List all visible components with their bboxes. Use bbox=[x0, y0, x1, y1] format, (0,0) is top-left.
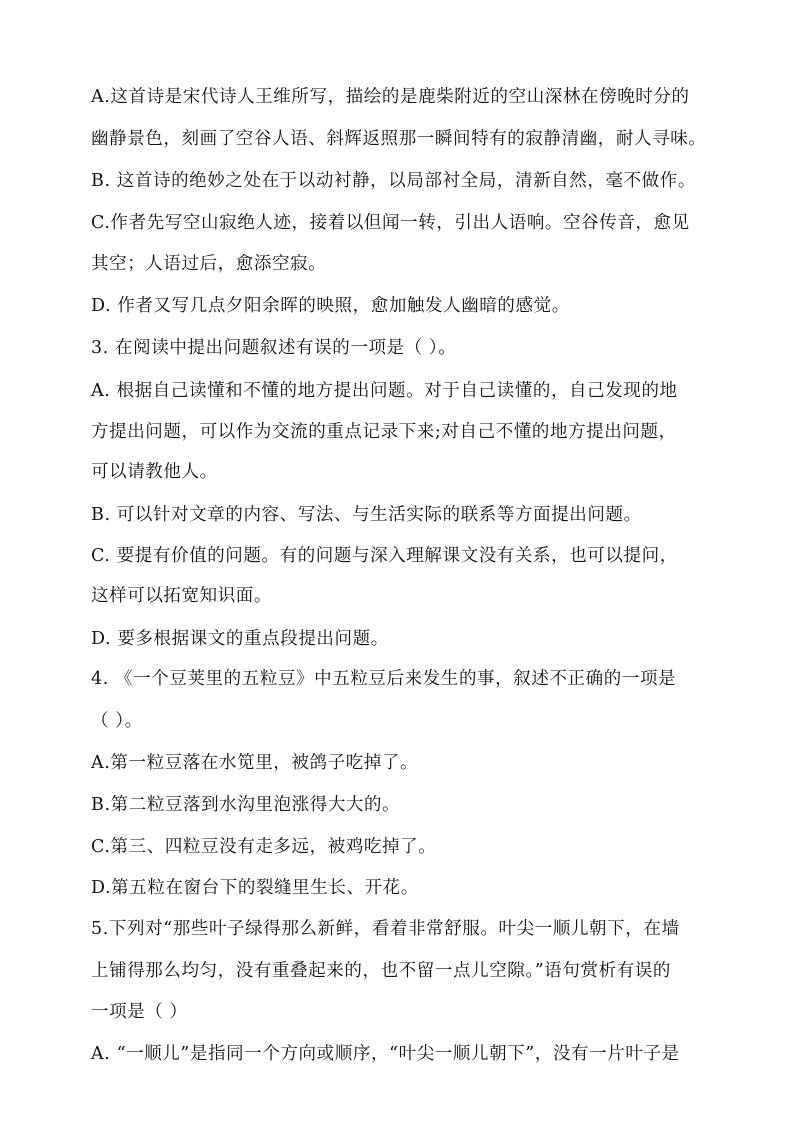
text-line: 其空；人语过后，愈添空寂。 bbox=[91, 254, 327, 274]
text-line: B. 这首诗的绝妙之处在于以动衬静，以局部衬全局，清新自然，毫不做作。 bbox=[91, 171, 696, 191]
text-line: （ ）。 bbox=[91, 711, 143, 731]
text-line: C.作者先写空山寂绝人迹，接着以但闻一转，引出人语响。空谷传音，愈见 bbox=[91, 213, 690, 233]
text-line: A.这首诗是宋代诗人王维所写，描绘的是鹿柴附近的空山深林在傍晚时分的 bbox=[91, 87, 690, 107]
text-line: D. 作者又写几点夕阳余晖的映照，愈加触发人幽暗的感觉。 bbox=[91, 296, 570, 316]
text-line: C.第三、四粒豆没有走多远，被鸡吃掉了。 bbox=[91, 837, 437, 857]
text-line: 一项是（ ） bbox=[91, 1002, 188, 1022]
text-line: 5.下列对“那些叶子绿得那么新鲜，看着非常舒服。叶尖一顺儿朝下，在墙 bbox=[91, 919, 680, 939]
text-line: 幽静景色，刻画了空谷人语、斜辉返照那一瞬间特有的寂静清幽，耐人寻味。 bbox=[91, 129, 707, 149]
text-line: A.第一粒豆落在水笕里，被鸽子吃掉了。 bbox=[91, 753, 419, 773]
text-line: 可以请教他人。 bbox=[91, 462, 218, 482]
text-line: B.第二粒豆落到水沟里泡涨得大大的。 bbox=[91, 795, 401, 815]
text-line: D. 要多根据课文的重点段提出问题。 bbox=[91, 629, 389, 649]
text-line: 3. 在阅读中提出问题叙述有误的一项是（ ）。 bbox=[91, 338, 457, 358]
text-line: 4. 《一个豆荚里的五粒豆》中五粒豆后来发生的事，叙述不正确的一项是 bbox=[91, 669, 677, 689]
text-line: 这样可以拓宽知识面。 bbox=[91, 586, 272, 606]
text-line: C. 要提有价值的问题。有的问题与深入理解课文没有关系，也可以提问， bbox=[91, 546, 678, 566]
text-line: 方提出问题，可以作为交流的重点记录下来;对自己不懂的地方提出问题， bbox=[91, 422, 677, 442]
text-line: 上铺得那么均匀，没有重叠起来的，也不留一点儿空隙。”语句赏析有误的 bbox=[91, 961, 671, 981]
text-line: A. “一顺儿”是指同一个方向或顺序，“叶尖一顺儿朝下”，没有一片叶子是 bbox=[91, 1044, 680, 1064]
text-line: A. 根据自己读懂和不懂的地方提出问题。对于自己读懂的，自己发现的地 bbox=[91, 381, 678, 401]
text-line: B. 可以针对文章的内容、写法、与生活实际的联系等方面提出问题。 bbox=[91, 505, 642, 525]
text-line: D.第五粒在窗台下的裂缝里生长、开花。 bbox=[91, 878, 419, 898]
